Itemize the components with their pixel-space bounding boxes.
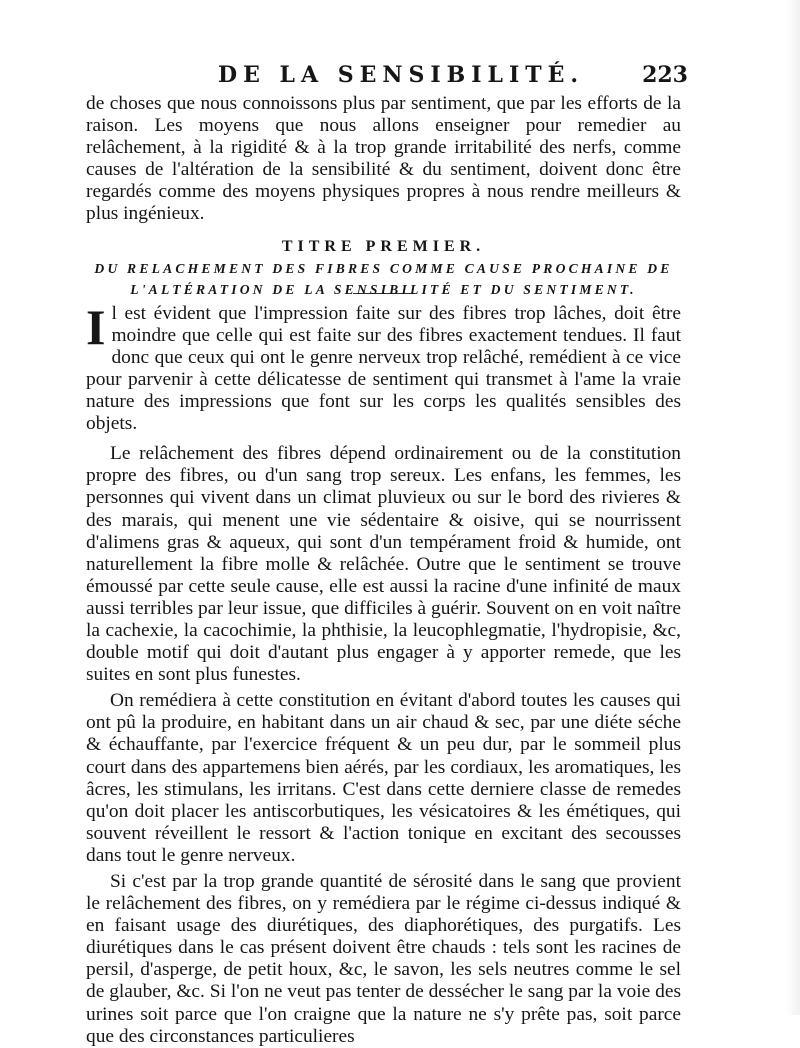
intro-paragraph: de choses que nous connoissons plus par sentiment, que par les efforts de la raison. Les moyens que nous allons enseigner pour remedier au relâchement, à la rigidité & à la trop grande irritabilité des nerfs, comme causes de l'altération de la sensibilité & du sentiment, doivent donc être regardés comme des moyens physiques propres à nous rendre meilleurs & plus ingénieux.: [86, 93, 681, 225]
paragraph-1: Il est évident que l'impression faite sur des fibres trop lâches, doit être moindre que celle qui est faite sur des fibres exactement tendues. Il faut donc que ceux qui ont le genre nerveux trop relâché, remédient à ce vice pour parvenir à cette délicatesse de sentiment qui transmet à l'ame la vraie nature des impressions que font sur les corps les qualités sensibles des objets.: [86, 298, 681, 435]
page-number: 223: [642, 62, 688, 88]
paragraph-4: Si c'est par la trop grande quantité de sérosité dans le sang que provient le relâchement des fibres, on y remédiera par le régime ci-dessus indiqué & en faisant usage des diurétiques, des diaphorétiques, des purgatifs. Les diurétiques dans le cas présent doivent être chauds : tels sont les racines de persil, d'asperge, de petit houx, &c, le savon, les sels neutres comme le sel de glauber, &c. Si l'on ne veut pas tenter de dessécher le sang par la voie des urines soit parce que l'on craigne que la nature ne s'y prête pas, soit parce que des circonstances particulieres: [86, 871, 681, 1047]
paragraph-2: Le relâchement des fibres dépend ordinairement ou de la constitution propre des fibres, ou d'un sang trop sereux. Les enfans, les femmes, les personnes qui vivent dans un climat pluvieux ou sur le bord des rivieres & des marais, qui menent une vie sédentaire & oisive, qui se nourrissent d'alimens gras & aqueux, qui sont d'un tempérament froid & humide, ont naturellement la fibre molle & relâchée. Outre que le sentiment se trouve émoussé par cette seule cause, elle est aussi la racine d'une infinité de maux aussi terribles par leur issue, que difficiles à guérir. Souvent on en voit naître la cachexie, la cacochimie, la phthisie, la leucophlegmatie, l'hydropisie, &c, double motif qui doit d'autant plus engager à y apporter remede, que les suites en sont plus funestes.: [86, 443, 681, 686]
section-subtitle: DU RELACHEMENT DES FIBRES COMME CAUSE PROCHAINE DE L'ALTÉRATION DE LA SENSIBILITÉ ET DU SENTIMENT.: [94, 260, 673, 297]
page-body: [86, 93, 681, 1048]
page-gutter-shadow: [786, 0, 800, 1015]
running-head: DE LA SENSIBILITÉ.: [218, 62, 585, 88]
section-title: TITRE PREMIER.: [281, 237, 486, 255]
paragraph-3: On remédiera à cette constitution en évitant d'abord toutes les causes qui ont pû la produire, en habitant dans un air chaud & sec, par une diéte séche & échauffante, par l'exercice fréquent & un peu dur, par le sommeil plus court dans des appartemens bien aérés, par les cordiaux, les aromatiques, les âcres, les stimulans, les irritans. C'est dans cette derniere classe de remedes qu'on doit placer les antiscorbutiques, les vésicatoires & les émétiques, qui souvent réveillent le ressort & l'action tonique en excitant des secousses dans tout le genre nerveux.: [86, 690, 681, 866]
page-header: [218, 62, 688, 92]
